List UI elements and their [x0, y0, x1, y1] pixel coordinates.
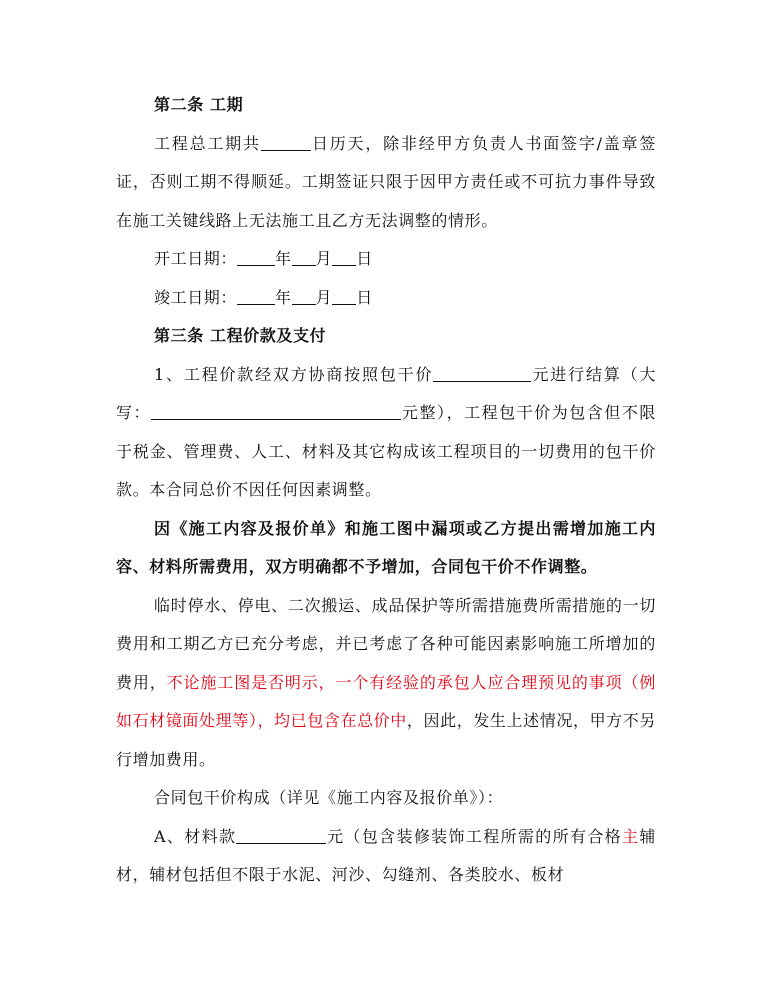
measures-cost-paragraph: 临时停水、停电、二次搬运、成品保护等所需措施费所需措施的一切费用和工期乙方已充分考虑，并已考虑了各种可能因素影响施工所增加的费用，不论施工图是否明示，一个有经验的承包人应合理预见的事项（例如石材镜面处理等），均已包含在总价中，因此，发生上述情况，甲方不另行增加费用。: [116, 595, 656, 769]
material-cost-paragraph: A、材料款 元（包含装修装饰工程所需的所有合格主辅材，辅材包括但不限于水泥、河沙、勾缝剂、各类胶水、板材: [116, 826, 656, 884]
article-3-price-paragraph: 1、工程价款经双方协商按照包干价 元进行结算（大写： 元整），工程包干价为包含但不限于税金、管理费、人工、材料及其它构成该工程项目的一切费用的包干价款。本合同总价不因任何因素调整。: [116, 364, 657, 499]
price-composition-paragraph: 合同包干价构成（详见《施工内容及报价单》）：: [154, 788, 504, 807]
highlighted-char: 主: [622, 826, 640, 846]
contract-price-blank[interactable]: [433, 363, 531, 382]
start-month-blank[interactable]: [292, 247, 316, 266]
end-month-blank[interactable]: [292, 286, 316, 305]
end-date-line: 竣工日期： 年 月 日: [154, 287, 373, 307]
article-3-heading: 第三条 工程价款及支付: [154, 326, 327, 345]
duration-days-blank[interactable]: [261, 132, 311, 151]
omission-clause-paragraph: 因《施工内容及报价单》和施工图中漏项或乙方提出需增加施工内容、材料所需费用，双方明确都不予增加，合同包干价不作调整。: [116, 518, 656, 576]
contract-body: [116, 86, 656, 895]
contract-price-capital-blank[interactable]: [151, 401, 401, 420]
material-cost-blank[interactable]: [236, 825, 326, 844]
start-day-blank[interactable]: [332, 247, 356, 266]
highlighted-clause: 不论施工图是否明示，一个有经验的承包人应合理预见的事项（例如石材镜面处理等），均已包含在总价中: [116, 672, 656, 730]
start-year-blank[interactable]: [237, 247, 275, 266]
start-date-line: 开工日期： 年 月 日: [154, 249, 373, 268]
end-day-blank[interactable]: [332, 286, 356, 305]
article-2-heading: 第二条 工期: [154, 95, 244, 114]
end-year-blank[interactable]: [237, 286, 275, 305]
article-2-duration-paragraph: 工程总工期共 日历天，除非经甲方负责人书面签字/盖章签证，否则工期不得顺延。工期签证只限于因甲方责任或不可抗力事件导致在施工关键线路上无法施工且乙方无法调整的情形。: [116, 133, 656, 230]
